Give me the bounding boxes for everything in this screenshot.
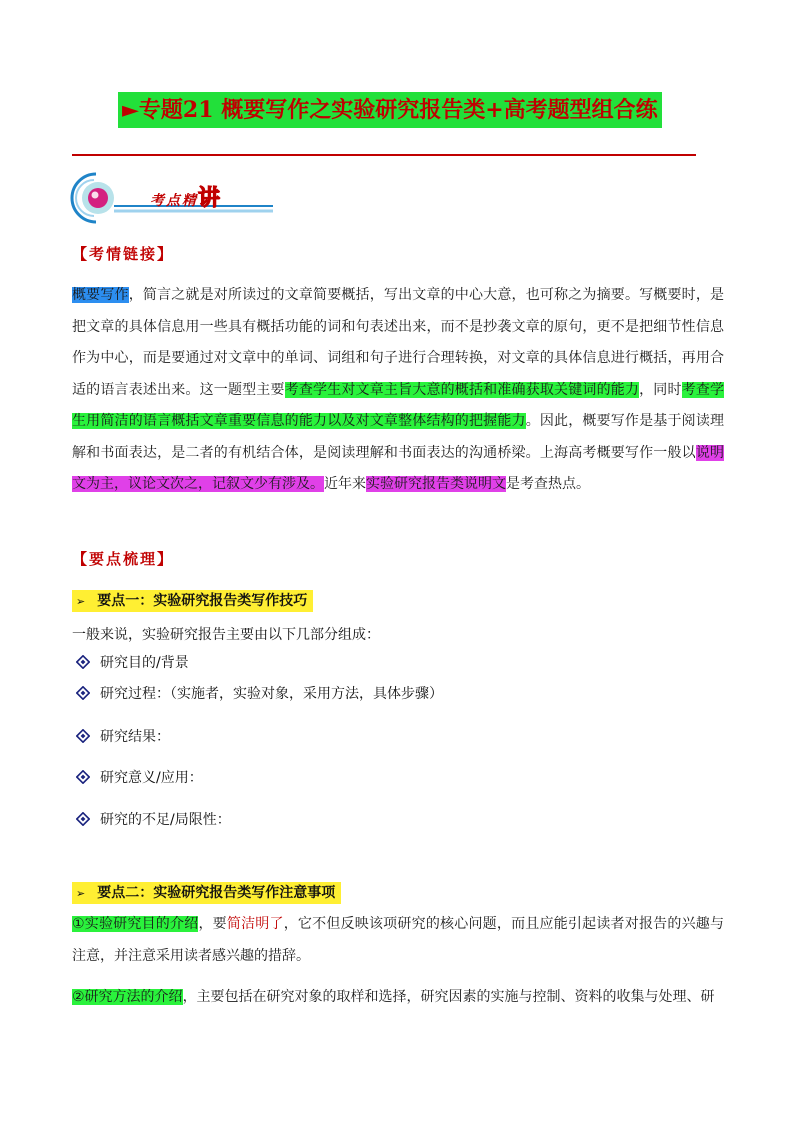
list-item-text: 研究结果： <box>100 729 170 745</box>
highlighted-text: 考查学生对文章主旨大意的概括和准确获取关键词的能力 <box>284 381 640 398</box>
paragraph-text: ，同时 <box>639 381 682 398</box>
arrow-icon: ➢ <box>76 887 86 900</box>
paragraph-text: 是考查热点。 <box>506 476 590 492</box>
list-item-text: 研究意义/应用： <box>100 770 203 786</box>
list-item <box>76 809 231 829</box>
diamond-bullet-icon <box>76 729 90 743</box>
page-title: ►专题21 概要写作之实验研究报告类+高考题型组合练 <box>118 92 662 128</box>
highlighted-text: 概要写作 <box>72 287 129 303</box>
point-two-paragraph-2 <box>72 982 724 1014</box>
list-item-text: 研究过程：（实施者，实验对象，采用方法，具体步骤） <box>100 686 443 702</box>
paragraph-text: ，要 <box>198 916 227 932</box>
paragraph-text: ，它不但反映该项研究的核心问题，而且应能引起读者对报告的兴趣与注意，并注意采用读者感兴趣的措辞。 <box>72 916 725 964</box>
point-two-label: 要点二：实验研究报告类写作注意事项 <box>97 885 336 901</box>
diamond-bullet-icon <box>76 770 90 784</box>
badge-label <box>150 181 222 212</box>
point-two-paragraph-1 <box>72 909 724 972</box>
list-item-text: 研究的不足/局限性： <box>100 812 231 828</box>
badge-label-main: 考点精 <box>150 193 198 209</box>
title-divider <box>72 154 696 156</box>
diamond-bullet-icon <box>76 812 90 826</box>
list-item <box>76 683 443 703</box>
diamond-bullet-icon <box>76 686 90 700</box>
highlighted-text: ②研究方法的介绍 <box>72 989 183 1005</box>
paragraph-text: 近年来 <box>324 476 366 492</box>
point-one-intro: 一般来说，实验研究报告主要由以下几部分组成： <box>72 627 380 643</box>
highlighted-text: ①实验研究目的介绍 <box>72 916 199 932</box>
list-item <box>76 652 189 672</box>
highlighted-text: 说明文为主，议论文次之，记叙文少有涉及。 <box>72 444 725 492</box>
paragraph-text: ，主要包括在研究对象的取样和选择，研究因素的实施与控制、资料的收集与处理、研 <box>182 989 715 1005</box>
section-heading-key-points: 【要点梳理】 <box>72 550 175 568</box>
point-one-heading <box>72 590 313 612</box>
paragraph-text: 。因此，概要写作是基于阅读理解和书面表达，是二者的有机结合体，是阅读理解和书面表达的沟通桥梁。上海高考概要写作一般以 <box>72 413 724 461</box>
highlighted-text: 考查学生用简洁的语言概括文章重要信息的能力以及对文章整体结构的把握能力 <box>72 381 725 429</box>
list-item <box>76 767 203 787</box>
list-item <box>76 726 170 746</box>
paragraph-text: ，简言之就是对所读过的文章简要概括，写出文章的中心大意，也可称之为摘要。写概要时，是把文章的具体信息用一些具有概括功能的词和句表述出来，而不是抄袭文章的原句，更不是把细节性信息作为中心，而是要通过对文章中的单词、词组和句子进行合理转换，对文章的具体信息进行概括，再用合适的语言表述出来。这一题型主要 <box>72 287 725 398</box>
arrow-icon: ➢ <box>76 595 86 608</box>
diamond-bullet-icon <box>76 655 90 669</box>
section-heading-exam-link: 【考情链接】 <box>72 245 175 263</box>
exam-link-paragraph <box>72 280 724 501</box>
badge-label-emphasis: 讲 <box>198 185 223 211</box>
point-one-label: 要点一：实验研究报告类写作技巧 <box>97 593 308 609</box>
highlighted-text: 实验研究报告类说明文 <box>366 476 506 492</box>
list-item-text: 研究目的/背景 <box>100 655 189 671</box>
highlighted-text: 简洁明了 <box>226 916 284 932</box>
point-two-heading <box>72 882 341 904</box>
